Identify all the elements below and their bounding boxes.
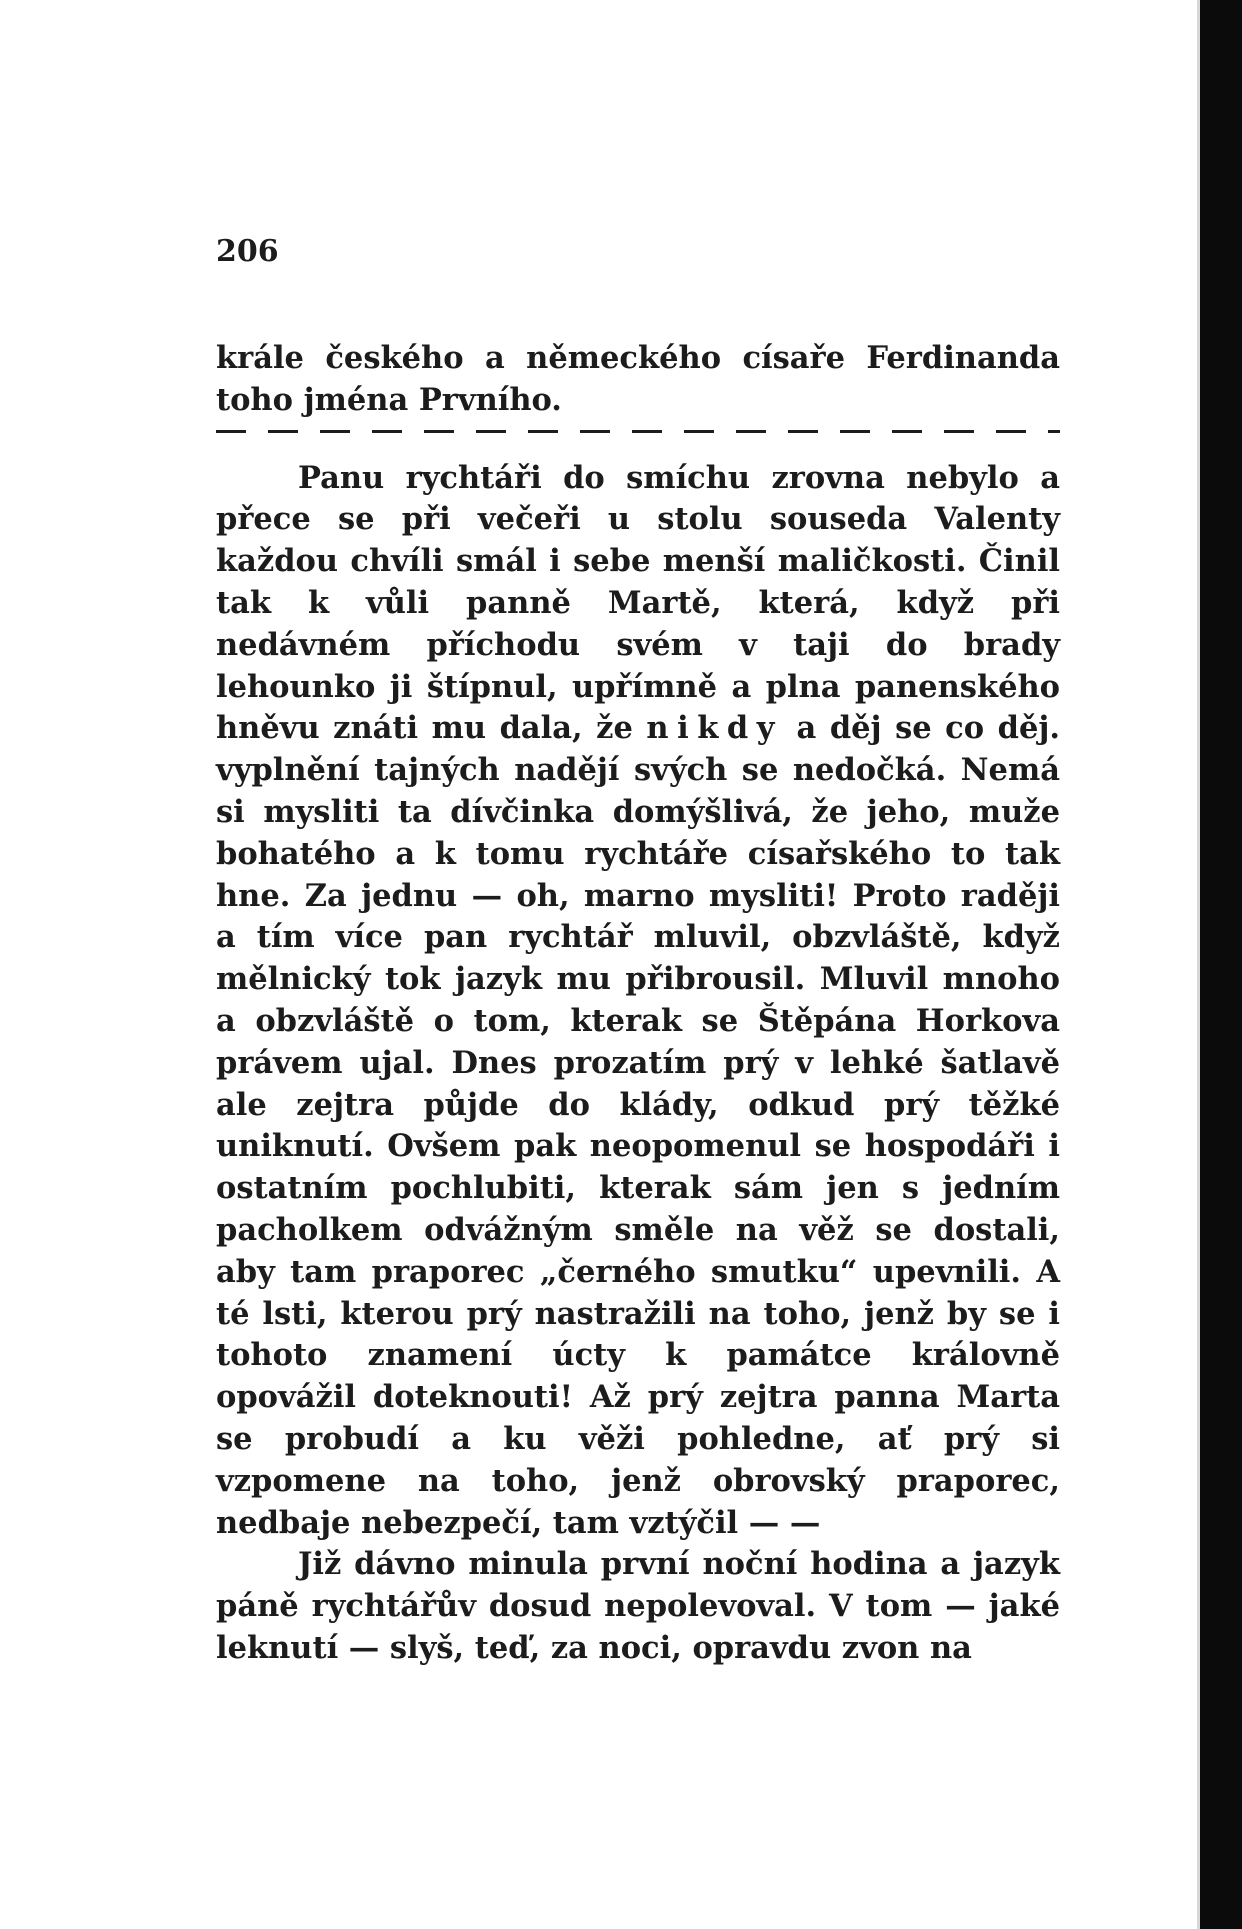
emphasis-spaced-word: nikdy [646, 710, 784, 747]
scan-edge [1200, 0, 1242, 1929]
paragraph-2-text-b: a děj se co děj. vyplnění tajných nadějí svých se nedočká. Nemá si mysliti ta dívčinka domýšlivá, že jeho, muže bohatého a k tomu rychtáře císařského to tak hne. Za jednu — oh, marno mysliti! Proto raději a tím více pan rychtář mluvil, obzvláště, když mělnický tok jazyk mu přibrousil. Mluvil mnoho a obzvláště o tom, kterak se Štěpána Horkova právem ujal. Dnes prozatím prý v lehké šatlavě ale zejtra půjde do klády, odkud prý těžké uniknutí. Ovšem pak neopomenul se hospodáři i ostatním pochlubiti, kterak sám jen s jedním pacholkem odvážným směle na věž se dostali, aby tam praporec „černého smutku“ upevnili. A té lsti, kterou prý nastražili na toho, jenž by se i tohoto znamení úcty k památce královně opovážil doteknouti! Až prý zejtra panna Marta se probudí a ku věži pohledne, ať prý si vzpomene na toho, jenž obrovský praporec, nedbaje nebezpečí, tam vztýčil — — [216, 710, 1060, 1541]
section-break-dashes [216, 426, 1060, 438]
paragraph-2-text-a: Panu rychtáři do smíchu zrovna nebylo a přece se při večeři u stolu souseda Valenty každou chvíli smál i sebe menší maličkosti. Činil tak k vůli panně Martě, která, když při nedávném příchodu svém v taji do brady lehounko ji štípnul, upřímně a plna panenského hněvu znáti mu dala, že [216, 459, 1060, 747]
paragraph-2 [216, 458, 1060, 1545]
page-text [216, 338, 1060, 1670]
paragraph-3: Již dávno minula první noční hodina a jazyk páně rychtářův dosud nepolevoval. V tom — jaké leknutí — slyš, teď, za noci, opravdu zvon na [216, 1546, 1060, 1666]
page-number: 206 [216, 234, 279, 269]
paragraph-1: krále českého a německého císaře Ferdinanda toho jména Prvního. [216, 340, 1060, 418]
